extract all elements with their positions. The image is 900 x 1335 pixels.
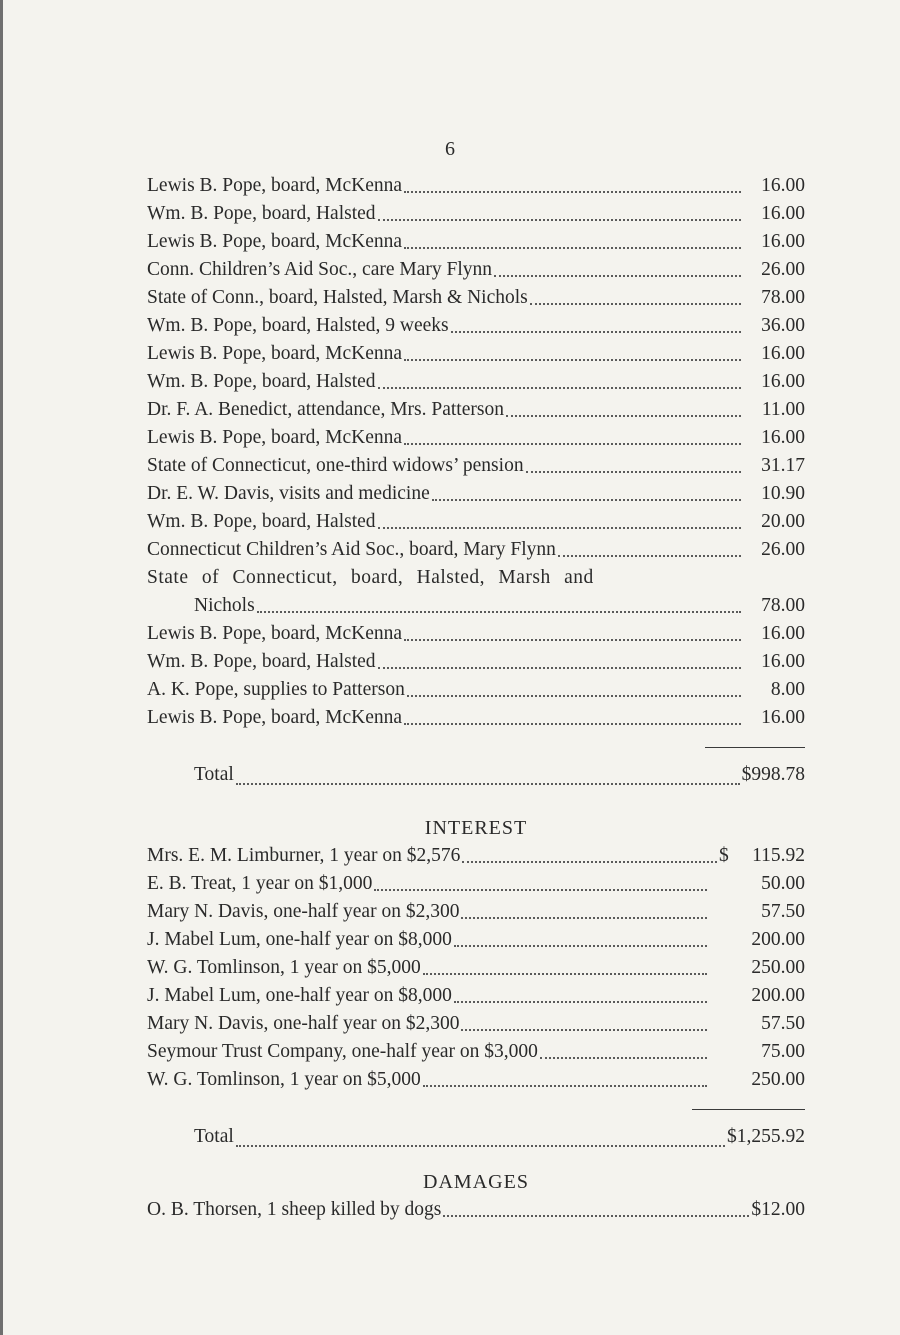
page-edge: [0, 0, 3, 1335]
page-number: 6: [445, 138, 455, 160]
section-heading-damages: DAMAGES: [423, 1171, 529, 1193]
dot-leader: [506, 414, 741, 417]
entry-amount: 16.00: [761, 343, 805, 364]
entry-label: Lewis B. Pope, board, McKenna: [147, 623, 403, 644]
ledger-row: [147, 982, 805, 1010]
dot-leader: [454, 1000, 707, 1003]
entry-amount: 16.00: [761, 623, 805, 644]
dot-leader: [451, 330, 741, 333]
ledger-row-wrapped: [147, 564, 805, 592]
entry-amount: 75.00: [761, 1041, 805, 1062]
entry-label: Wm. B. Pope, board, Halsted: [147, 203, 376, 224]
dollar-sign: $: [719, 845, 729, 866]
entry-label: J. Mabel Lum, one-half year on $8,000: [147, 985, 452, 1006]
entry-amount: 200.00: [751, 929, 805, 950]
ledger-row: [147, 396, 805, 424]
dot-leader: [407, 694, 741, 697]
ledger-row: [147, 1066, 805, 1094]
entry-label: Connecticut Children’s Aid Soc., board, Mary Flynn: [147, 539, 556, 560]
ledger-row: [147, 424, 805, 452]
entry-amount: 16.00: [761, 707, 805, 728]
entry-label: Wm. B. Pope, board, Halsted: [147, 371, 376, 392]
ledger-row: [147, 898, 805, 926]
ledger-row: [147, 256, 805, 284]
dot-leader: [404, 358, 741, 361]
ledger-row: [147, 954, 805, 982]
entry-amount: 250.00: [751, 1069, 805, 1090]
entry-label: Mrs. E. M. Limburner, 1 year on $2,576: [147, 845, 461, 866]
board-ledger: [147, 172, 805, 792]
interest-entries: [147, 870, 805, 1094]
ledger-row: [147, 620, 805, 648]
entry-label: Conn. Children’s Aid Soc., care Mary Flynn: [147, 259, 493, 280]
total-label: Total: [194, 1126, 234, 1147]
ledger-row: [147, 312, 805, 340]
entry-amount: 57.50: [761, 1013, 805, 1034]
ledger-row: [147, 842, 805, 870]
entry-label: Lewis B. Pope, board, McKenna: [147, 175, 403, 196]
dot-leader: [378, 526, 741, 529]
total-rule: [692, 1109, 805, 1110]
dot-leader: [454, 944, 707, 947]
dot-leader: [462, 860, 717, 863]
entry-amount: 78.00: [761, 595, 805, 616]
ledger-row: [147, 200, 805, 228]
ledger-row: [147, 508, 805, 536]
dot-leader: [378, 386, 741, 389]
entry-amount: 31.17: [761, 455, 805, 476]
dot-leader: [374, 888, 707, 891]
ledger-row: [147, 1010, 805, 1038]
entry-label: A. K. Pope, supplies to Patterson: [147, 679, 405, 700]
entry-label: Lewis B. Pope, board, McKenna: [147, 343, 403, 364]
board-entries: [147, 172, 805, 564]
dot-leader: [423, 972, 707, 975]
entry-amount: 16.00: [761, 651, 805, 672]
dot-leader: [404, 638, 741, 641]
dot-leader: [558, 554, 741, 557]
dot-leader: [236, 1144, 725, 1147]
ledger-row: [147, 1038, 805, 1066]
entry-amount: 20.00: [761, 511, 805, 532]
entry-label: W. G. Tomlinson, 1 year on $5,000: [147, 957, 421, 978]
entry-amount: $12.00: [751, 1199, 805, 1220]
entry-amount: 36.00: [761, 315, 805, 336]
dot-leader: [461, 1028, 707, 1031]
dot-leader: [432, 498, 741, 501]
entry-label: Lewis B. Pope, board, McKenna: [147, 231, 403, 252]
ledger-row: [147, 1196, 805, 1224]
dot-leader: [404, 190, 741, 193]
entry-amount: 16.00: [761, 427, 805, 448]
ledger-row: [147, 480, 805, 508]
entry-label: Wm. B. Pope, board, Halsted: [147, 651, 376, 672]
interest-ledger: [147, 814, 805, 1154]
ledger-row-wrapped-continuation: [147, 592, 805, 620]
ledger-row: [147, 926, 805, 954]
total-rule: [705, 747, 805, 748]
entry-amount: 26.00: [761, 259, 805, 280]
entry-label: State of Connecticut, board, Halsted, Marsh and: [147, 567, 594, 588]
entry-label: Wm. B. Pope, board, Halsted, 9 weeks: [147, 315, 449, 336]
dot-leader: [404, 246, 741, 249]
dot-leader: [257, 610, 741, 613]
dot-leader: [494, 274, 741, 277]
entry-label: Lewis B. Pope, board, McKenna: [147, 707, 403, 728]
entry-amount: 16.00: [761, 371, 805, 392]
entry-label: Mary N. Davis, one-half year on $2,300: [147, 901, 460, 922]
ledger-row: [147, 284, 805, 312]
entry-amount: 50.00: [761, 873, 805, 894]
dot-leader: [378, 218, 741, 221]
entry-amount: 16.00: [761, 175, 805, 196]
ledger-row: [147, 676, 805, 704]
ledger-row: [147, 368, 805, 396]
entry-amount: 115.92: [752, 845, 805, 866]
dot-leader: [236, 782, 740, 785]
dot-leader: [526, 470, 741, 473]
entry-amount: 16.00: [761, 203, 805, 224]
entry-label: Mary N. Davis, one-half year on $2,300: [147, 1013, 460, 1034]
entry-label: Nichols: [194, 595, 255, 616]
entry-amount: 11.00: [761, 399, 805, 420]
ledger-row: [147, 172, 805, 200]
entry-label: Dr. E. W. Davis, visits and medicine: [147, 483, 430, 504]
dot-leader: [423, 1084, 707, 1087]
entry-label: State of Conn., board, Halsted, Marsh & Nichols: [147, 287, 528, 308]
entry-label: E. B. Treat, 1 year on $1,000: [147, 873, 373, 894]
board-total-row: [147, 758, 805, 792]
entry-amount: 8.00: [770, 679, 805, 700]
dot-leader: [540, 1056, 707, 1059]
dot-leader: [530, 302, 741, 305]
total-amount: $1,255.92: [727, 1126, 805, 1147]
ledger-row: [147, 340, 805, 368]
entry-label: State of Connecticut, one-third widows’ pension: [147, 455, 524, 476]
ledger-row: [147, 228, 805, 256]
total-label: Total: [194, 764, 234, 785]
entry-amount: 250.00: [751, 957, 805, 978]
dot-leader: [404, 442, 741, 445]
interest-total-row: [147, 1120, 805, 1154]
entry-label: Dr. F. A. Benedict, attendance, Mrs. Patterson: [147, 399, 504, 420]
entry-amount: 10.90: [761, 483, 805, 504]
entry-label: O. B. Thorsen, 1 sheep killed by dogs: [147, 1199, 442, 1220]
dot-leader: [404, 722, 741, 725]
ledger-row: [147, 536, 805, 564]
ledger-row: [147, 648, 805, 676]
entry-label: Seymour Trust Company, one-half year on $3,000: [147, 1041, 538, 1062]
entry-amount: 200.00: [751, 985, 805, 1006]
total-amount: $998.78: [741, 764, 805, 785]
dot-leader: [378, 666, 741, 669]
dot-leader: [461, 916, 707, 919]
entry-label: Lewis B. Pope, board, McKenna: [147, 427, 403, 448]
damages-ledger: [147, 1168, 805, 1224]
ledger-row: [147, 452, 805, 480]
entry-label: J. Mabel Lum, one-half year on $8,000: [147, 929, 452, 950]
entry-label: Wm. B. Pope, board, Halsted: [147, 511, 376, 532]
damages-entries: [147, 1196, 805, 1224]
ledger-row: [147, 870, 805, 898]
board-entries-after: [147, 620, 805, 732]
ledger-row: [147, 704, 805, 732]
entry-amount: 26.00: [761, 539, 805, 560]
section-heading-interest: INTEREST: [424, 817, 528, 839]
entry-amount: 57.50: [761, 901, 805, 922]
entry-label: W. G. Tomlinson, 1 year on $5,000: [147, 1069, 421, 1090]
dot-leader: [443, 1214, 749, 1217]
entry-amount: 78.00: [761, 287, 805, 308]
entry-amount: 16.00: [761, 231, 805, 252]
